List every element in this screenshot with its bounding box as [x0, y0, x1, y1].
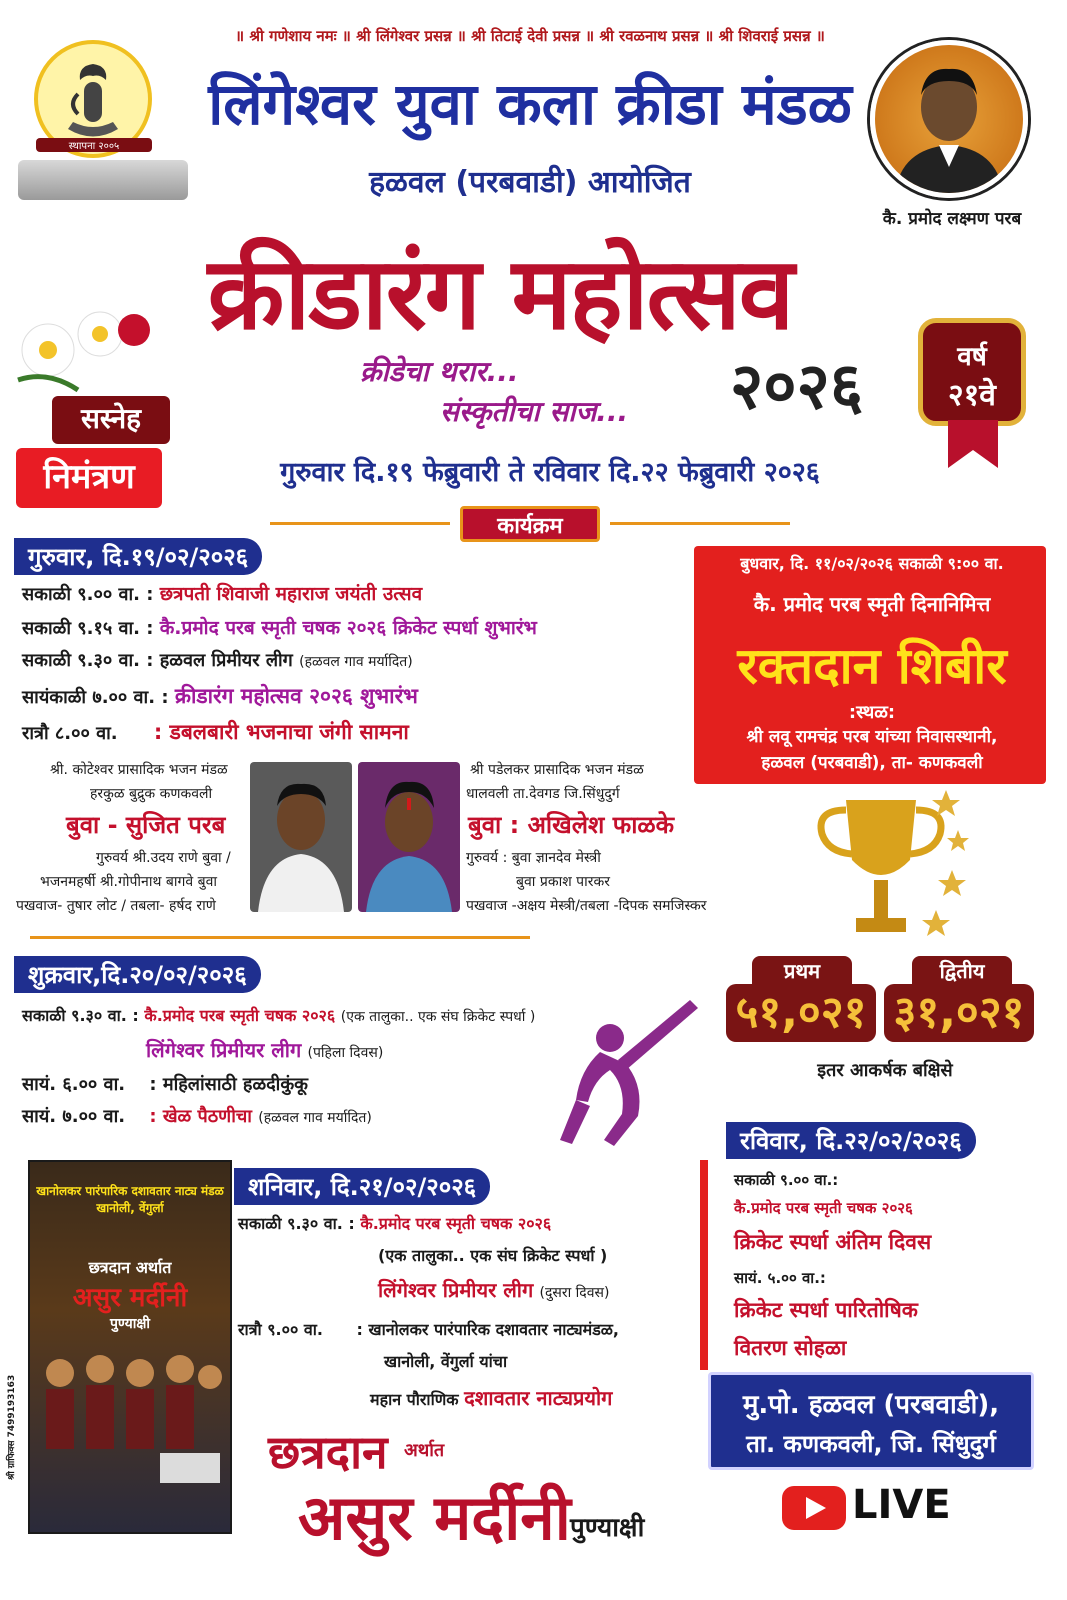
- poster-play-3: पुण्याक्षी: [109, 1316, 150, 1332]
- thursday-row-2: [22, 614, 537, 640]
- row-note: (पहिला दिवस): [307, 1045, 384, 1061]
- tagline-sports: क्रीडेचा थरार...: [360, 355, 519, 388]
- cricketer-icon: [540, 990, 720, 1170]
- second-prize-value: ३१,०२१: [884, 984, 1034, 1042]
- address-line-2: ता. कणकवली, जि. सिंधुदुर्ग: [746, 1430, 996, 1458]
- bhajan-left-guru2: भजनमहर्षी श्री.गोपीनाथ बागवे बुवा: [40, 874, 217, 890]
- row-desc: महान पौराणिक: [370, 1390, 459, 1409]
- bhajan-left-buva: बुवा - सुजित परब: [66, 811, 226, 839]
- invite-label-main: निमंत्रण: [16, 448, 162, 508]
- play-title-part3: पुण्याक्षी: [570, 1513, 645, 1543]
- trophy-icon: [806, 790, 976, 970]
- blood-camp-occasion: कै. प्रमोद परब स्मृती दिनानिमित्त: [753, 592, 991, 616]
- row-desc: : खानोलकर पारंपारिक दशावतार नाट्यमंडळ,: [356, 1320, 620, 1339]
- poster-play-2: असुर मर्दीनी: [72, 1283, 188, 1313]
- sunday-row-6: वितरण सोहळा: [734, 1336, 847, 1360]
- divider-left: [270, 522, 450, 525]
- friday-row-3: [22, 1072, 308, 1096]
- row-desc: हळवल प्रिमीयर लीग: [159, 650, 293, 671]
- bhajan-right-guru1: गुरुवर्य : बुवा ज्ञानदेव मेस्त्री: [466, 850, 601, 866]
- friday-row-4: [22, 1104, 372, 1128]
- saturday-row-3: [378, 1276, 609, 1303]
- saturday-row-2: [378, 1244, 607, 1266]
- play-title-arthat: अर्थात: [404, 1440, 445, 1461]
- row-desc: : खेळ पैठणीचा: [149, 1106, 252, 1127]
- person-portrait-icon: [358, 762, 460, 912]
- row-desc: खानोली, वेंगुर्ला यांचा: [384, 1352, 508, 1371]
- sunday-row-2: कै.प्रमोद परब स्मृती चषक २०२६: [734, 1199, 913, 1217]
- row-desc: छत्रपती शिवाजी महाराज जयंती उत्सव: [159, 583, 423, 605]
- row-desc: कै.प्रमोद परब स्मृती चषक २०२६: [360, 1214, 552, 1233]
- first-prize-value: ५१,०२१: [726, 984, 876, 1042]
- poster-troupe-place: खानोली, वेंगुर्ला: [96, 1201, 164, 1215]
- row-time: सायंकाळी ७.०० वा. :: [22, 687, 169, 708]
- person-portrait-icon: [875, 45, 1023, 193]
- row-desc: क्रीडारंग महोत्सव २०२६ शुभारंभ: [174, 684, 418, 708]
- person-portrait-icon: [250, 762, 352, 912]
- year-badge: [918, 318, 1026, 426]
- row-time: सकाळी ९.०० वा. :: [22, 584, 154, 605]
- address-line-1: मु.पो. हळवल (परबवाडी),: [742, 1390, 1000, 1420]
- row-note: (एक तालुका.. एक संघ क्रिकेट स्पर्धा ): [340, 1009, 536, 1025]
- blood-camp-title: रक्तदान शिबीर: [737, 637, 1007, 695]
- thursday-heading: गुरुवार, दि.१९/०२/२०२६: [14, 538, 262, 575]
- festival-title: क्रीडारंग महोत्सव: [207, 235, 793, 352]
- sunday-row-3: क्रिकेट स्पर्धा अंतिम दिवस: [734, 1230, 932, 1254]
- friday-row-1: [22, 1004, 535, 1026]
- row-desc: लिंगेश्वर प्रिमीयर लीग: [146, 1038, 302, 1062]
- bhajan-left-pakhwaj: पखवाज- तुषार लोट / तबला- हर्षद राणे: [16, 898, 216, 914]
- flower-decoration-icon: [8, 300, 158, 400]
- performers-group-icon: [30, 1333, 230, 1513]
- venue-address-box: [708, 1372, 1034, 1470]
- poster-credit-text: श्री ग्राफिक्स 7499193163: [7, 1374, 17, 1480]
- badge-ribbon-icon: [948, 420, 998, 468]
- row-time: सकाळी ९.३० वा. :: [238, 1214, 355, 1233]
- badge-number: २१वे: [948, 378, 996, 413]
- bhajan-left-mandal: श्री. कोटेश्वर प्रासादिक भजन मंडळ: [50, 762, 228, 778]
- bhajan-right-guru2: बुवा प्रकाश पारकर: [516, 874, 610, 890]
- friday-heading: शुक्रवार,दि.२०/०२/२०२६: [14, 956, 261, 993]
- sunday-row-5: क्रिकेट स्पर्धा पारितोषिक: [734, 1298, 918, 1322]
- badge-label: वर्ष: [957, 342, 987, 372]
- sunday-row-1: सकाळी ९.०० वा.:: [734, 1171, 839, 1189]
- thursday-row-4: [22, 682, 418, 710]
- row-time: सकाळी ९.३० वा. :: [22, 650, 154, 671]
- sunday-frame: [700, 1160, 708, 1370]
- thursday-row-1: [22, 580, 422, 606]
- logo-year: स्थापना २००५: [36, 138, 152, 152]
- row-note: (दुसरा दिवस): [539, 1285, 610, 1301]
- row-desc: (एक तालुका.. एक संघ क्रिकेट स्पर्धा ): [378, 1246, 608, 1265]
- row-note: (हळवल गाव मर्यादित): [299, 654, 413, 670]
- date-range: गुरुवार दि.१९ फेब्रुवारी ते रविवार दि.२२ फेब्रुवारी २०२६: [280, 457, 820, 488]
- memorial-name: कै. प्रमोद लक्ष्मण परब: [882, 209, 1022, 229]
- youtube-play-icon: [782, 1486, 846, 1530]
- row-time: सायं. ७.०० वा.: [22, 1106, 126, 1127]
- logo-ribbon: [18, 160, 188, 200]
- play-title-part2: असुर मर्दीनी: [298, 1481, 571, 1554]
- buva-left-photo: [250, 762, 352, 912]
- bhajan-left-guru1: गुरुवर्य श्री.उदय राणे बुवा /: [96, 850, 231, 866]
- saturday-row-6: [370, 1384, 612, 1411]
- thursday-row-5: [22, 718, 409, 746]
- blessing-line: ॥ श्री गणेशाय नमः ॥ श्री लिंगेश्वर प्रसन्न ॥ श्री तिटाई देवी प्रसन्न ॥ श्री रवळनाथ प्रसन्न ॥ श्री शिवराई प्रसन्न ॥: [235, 27, 825, 45]
- saturday-row-4: [238, 1318, 619, 1340]
- bhajan-right-pakhwaj: पखवाज -अक्षय मेस्त्री/तबला -दिपक समजिस्कर: [466, 898, 707, 914]
- thursday-row-3: [22, 648, 413, 672]
- first-prize-label: प्रथम: [752, 956, 852, 986]
- row-desc: लिंगेश्वर प्रिमीयर लीग: [378, 1278, 534, 1302]
- blood-camp-address-2: हळवल (परबवाडी), ता- कणकवली: [761, 753, 983, 773]
- play-title-part1: छत्रदान: [268, 1425, 388, 1479]
- bhajan-right-buva: बुवा : अखिलेश फाळके: [468, 811, 675, 839]
- friday-divider: [30, 936, 530, 939]
- friday-row-2: [146, 1036, 383, 1063]
- saturday-row-5: [384, 1350, 507, 1372]
- row-note: दशावतार नाट्यप्रयोग: [464, 1386, 613, 1410]
- row-desc: कै.प्रमोद परब स्मृती चषक २०२६ क्रिकेट स्पर्धा शुभारंभ: [159, 617, 537, 639]
- bhajan-left-place: हरकुळ बुद्रुक कणकवली: [90, 786, 213, 802]
- second-prize-label: द्वितीय: [912, 956, 1012, 986]
- poster-troupe: खानोलकर पारंपारिक दशावतार नाट्य मंडळ: [36, 1184, 224, 1198]
- row-time: रात्रौ ८.०० वा.: [22, 723, 118, 744]
- row-note: (हळवल गाव मर्यादित): [258, 1110, 372, 1126]
- org-subtitle: हळवल (परबवाडी) आयोजित: [369, 165, 691, 200]
- row-desc: : डबलबारी भजनाचा जंगी सामना: [153, 720, 409, 744]
- blood-camp-address-1: श्री लवू रामचंद्र परब यांच्या निवासस्थानी,: [746, 727, 998, 747]
- row-desc: : महिलांसाठी हळदीकुंकू: [149, 1074, 308, 1095]
- poster-credit: [2, 1330, 22, 1480]
- blood-camp-date: बुधवार, दि. ११/०२/२०२६ सकाळी ९:०० वा.: [740, 554, 1004, 573]
- sunday-heading: रविवार, दि.२२/०२/२०२६: [726, 1122, 976, 1159]
- divider-right: [610, 522, 790, 525]
- buva-right-photo: [358, 762, 460, 912]
- saturday-heading: शनिवार, दि.२१/०२/२०२६: [234, 1168, 490, 1205]
- tagline-culture: संस्कृतीचा साज...: [440, 395, 629, 428]
- row-time: रात्रौ ९.०० वा.: [238, 1320, 323, 1339]
- row-time: सकाळी ९.३० वा. :: [22, 1006, 139, 1025]
- blood-camp-venue-label: :स्थळ:: [848, 702, 896, 723]
- invite-label-top: सस्नेह: [52, 396, 170, 444]
- dashavatar-poster: [28, 1160, 232, 1534]
- saturday-row-1: [238, 1212, 551, 1234]
- org-name: लिंगेश्वर युवा कला क्रीडा मंडळ: [208, 70, 852, 138]
- row-desc: कै.प्रमोद परब स्मृती चषक २०२६: [144, 1006, 336, 1025]
- row-time: सकाळी ९.१५ वा. :: [22, 618, 154, 639]
- memorial-photo: [870, 40, 1028, 198]
- bhajan-right-mandal: श्री पडेलकर प्रासादिक भजन मंडळ: [470, 762, 644, 778]
- sunday-row-4: सायं. ५.०० वा.:: [734, 1269, 826, 1287]
- program-label: कार्यक्रम: [460, 506, 600, 542]
- live-label: LIVE: [852, 1482, 951, 1528]
- bhajan-right-place: धालवली ता.देवगड जि.सिंधुदुर्ग: [466, 786, 620, 802]
- other-prizes: इतर आकर्षक बक्षिसे: [817, 1060, 953, 1081]
- row-time: सायं. ६.०० वा.: [22, 1074, 126, 1095]
- festival-year: २०२६: [730, 350, 864, 424]
- poster-play-1: छत्रदान अर्थात: [88, 1258, 172, 1277]
